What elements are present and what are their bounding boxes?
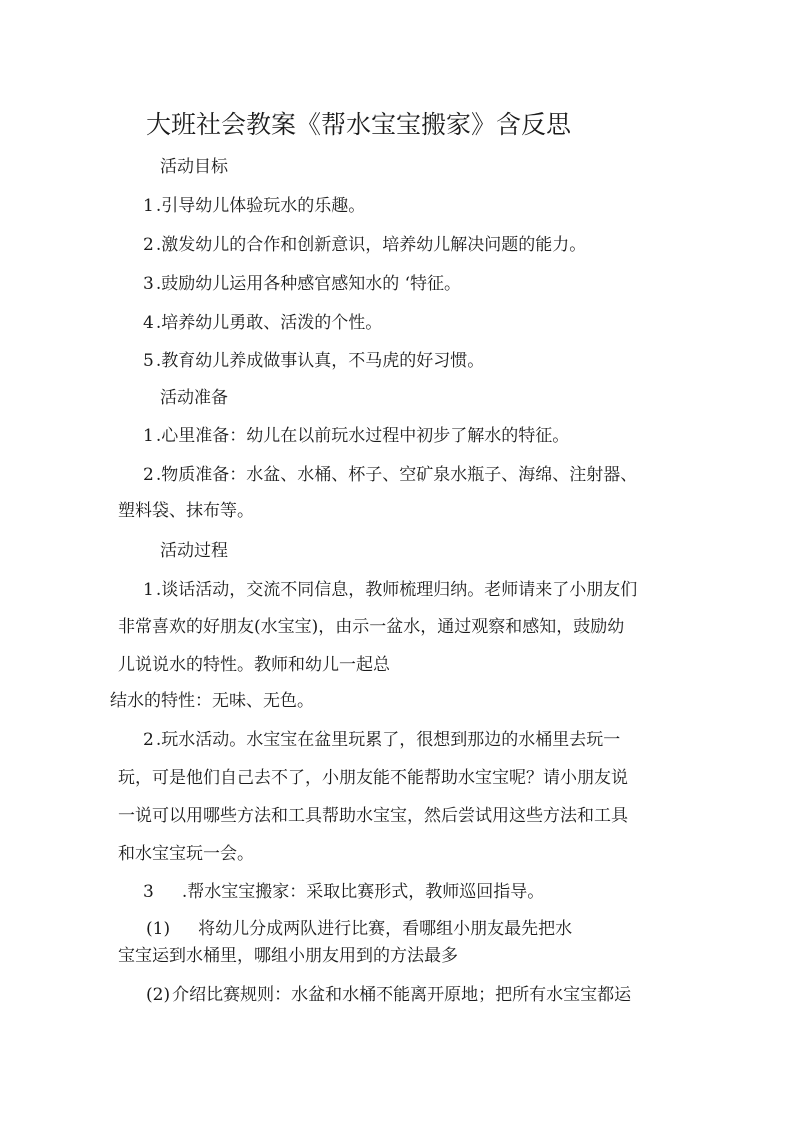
process-text: .帮水宝宝搬家：采取比赛形式，教师巡回指导。 [181,882,545,902]
process-text: .谈话活动，交流不同信息，教师梳理归纳。老师请来了小朋友们 [155,580,638,600]
process-continuation: 一说可以用哪些方法和工具帮助水宝宝，然后尝试用这些方法和工具 [118,806,628,826]
section-heading-goals: 活动目标 [160,157,228,177]
goal-number: 3 [143,274,154,294]
process-subitem [146,984,631,1006]
prep-continuation: 塑料袋、抹布等。 [118,501,254,521]
goal-item [143,195,365,217]
prep-item [143,464,637,486]
subitem-text: 介绍比赛规则：水盆和水桶不能离开原地；把所有水宝宝都运 [172,985,632,1005]
process-continuation: 玩，可是他们自己去不了，小朋友能不能帮助水宝宝呢？请小朋友说 [118,768,628,788]
process-text: .玩水活动。水宝宝在盆里玩累了，很想到那边的水桶里去玩一 [155,730,621,750]
prep-text: .物质准备：水盆、水桶、杯子、空矿泉水瓶子、海绵、注射器、 [155,465,638,485]
goal-text: .引导幼儿体验玩水的乐趣。 [155,196,366,216]
subitem-text: 将幼儿分成两队进行比赛，看哪组小朋友最先把水 [198,919,573,939]
goal-item [143,234,586,256]
goal-item [143,273,461,295]
prep-item [143,425,569,447]
process-number: 3 [143,882,154,902]
goal-number: 4 [143,313,154,333]
goal-number: 2 [143,235,154,255]
goal-number: 1 [143,196,154,216]
subitem-number: (2) [146,985,171,1005]
process-item [143,579,637,601]
document-title: 大班社会教案《帮水宝宝搬家》含反思 [146,110,572,139]
section-heading-process: 活动过程 [160,541,228,561]
section-heading-prep: 活动准备 [160,388,228,408]
goal-text: .教育幼儿养成做事认真，不马虎的好习惯。 [155,351,485,371]
process-number: 2 [143,730,154,750]
process-continuation: 非常喜欢的好朋友(水宝宝)，由示一盆水，通过观察和感知，豉励幼 [118,617,625,637]
process-continuation: 宝宝运到水桶里，哪组小朋友用到的方法最多 [118,946,458,966]
process-number: 1 [143,580,154,600]
process-subitem [146,918,572,940]
process-continuation: 结水的特性：无味、无色。 [110,691,314,711]
prep-number: 2 [143,465,154,485]
prep-text: .心里准备：幼儿在以前玩水过程中初步了解水的特征。 [155,426,570,446]
subitem-number: (1) [146,919,171,939]
goal-text: .豉励幼儿运用各种感官感知水的 ‘特征。 [155,274,462,294]
process-item [143,881,544,903]
goal-item [143,312,382,334]
prep-number: 1 [143,426,154,446]
process-continuation: 和水宝宝玩一会。 [118,844,254,864]
process-item [143,729,620,751]
process-continuation: 儿说说水的特性。教师和幼儿一起总 [118,655,390,675]
goal-number: 5 [143,351,154,371]
goal-item [143,350,484,372]
goal-text: .培养幼儿勇敢、活泼的个性。 [155,313,383,333]
goal-text: .激发幼儿的合作和创新意识，培养幼儿解决问题的能力。 [155,235,587,255]
